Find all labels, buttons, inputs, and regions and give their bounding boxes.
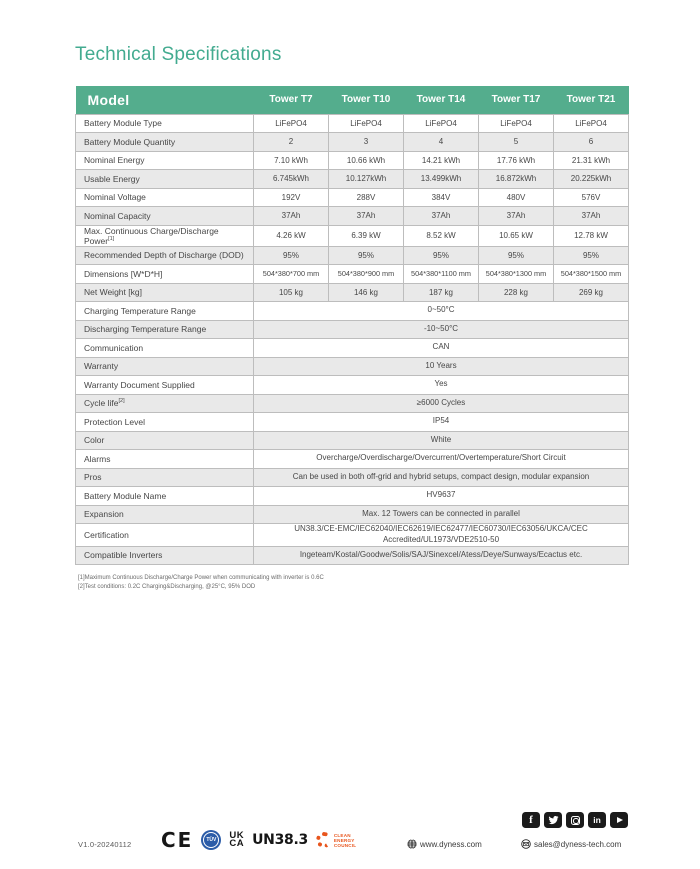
- row-label: Recommended Depth of Discharge (DOD): [76, 246, 254, 265]
- table-row: [76, 320, 629, 339]
- table-row: [76, 265, 629, 284]
- footnote-2: [2]Test conditions: 0.2C Charging&Discharging, @25°C, 95% DOD: [78, 583, 256, 590]
- cell: 504*380*900 mm: [329, 265, 404, 284]
- table-row: [76, 524, 629, 547]
- row-label: Charging Temperature Range: [76, 302, 254, 321]
- un383-mark: UN38.3: [252, 832, 308, 848]
- cell: 384V: [404, 188, 479, 207]
- table-row: [76, 170, 629, 189]
- cell-span: Ingeteam/Kostal/Goodwe/Solis/SAJ/Sinexcel/Atess/Deye/Sunways/Ecactus etc.: [254, 546, 629, 565]
- cell: 7.10 kWh: [254, 151, 329, 170]
- cell: 16.872kWh: [479, 170, 554, 189]
- cell: 95%: [404, 246, 479, 265]
- row-label: Pros: [76, 468, 254, 487]
- row-label: Cycle life[2]: [76, 394, 254, 413]
- cell-span: Can be used in both off-grid and hybrid setups, compact design, modular expansion: [254, 468, 629, 487]
- table-row: [76, 114, 629, 133]
- cell: 2: [254, 133, 329, 152]
- cell-span: UN38.3/CE-EMC/IEC62040/IEC62619/IEC62477/IEC60730/IEC63056/UKCA/CEC Accredited/UL1973/VDE2510-50: [254, 524, 629, 547]
- ce-mark-icon: CE: [161, 828, 194, 852]
- cell: LiFePO4: [479, 114, 554, 133]
- cell-span: Yes: [254, 376, 629, 395]
- cell: 6.745kWh: [254, 170, 329, 189]
- cell: LiFePO4: [404, 114, 479, 133]
- cell-span: 0~50°C: [254, 302, 629, 321]
- table-row: [76, 468, 629, 487]
- cell-span: IP54: [254, 413, 629, 432]
- table-row: [76, 188, 629, 207]
- row-label: Nominal Capacity: [76, 207, 254, 226]
- table-row: [76, 357, 629, 376]
- cell: 95%: [554, 246, 629, 265]
- cec-text: CLEAN ENERGY COUNCIL: [333, 832, 357, 848]
- cell: 6: [554, 133, 629, 152]
- row-label: Certification: [76, 524, 254, 547]
- row-label: Nominal Voltage: [76, 188, 254, 207]
- website-text: www.dyness.com: [420, 839, 482, 849]
- col-header-tower-t17: Tower T17: [479, 86, 554, 114]
- col-header-tower-t7: Tower T7: [254, 86, 329, 114]
- social-icons: [522, 812, 628, 828]
- twitter-icon[interactable]: [544, 812, 562, 828]
- cell: 17.76 kWh: [479, 151, 554, 170]
- cell-span: 10 Years: [254, 357, 629, 376]
- website-link[interactable]: [407, 839, 482, 849]
- footnote-ref-1: [1]: [108, 235, 115, 242]
- cell: LiFePO4: [254, 114, 329, 133]
- cell: 576V: [554, 188, 629, 207]
- row-label: Alarms: [76, 450, 254, 469]
- cell-span: Overcharge/Overdischarge/Overcurrent/Overtemperature/Short Circuit: [254, 450, 629, 469]
- cell: 10.66 kWh: [329, 151, 404, 170]
- ukca-mark-icon: UK CA: [229, 829, 245, 849]
- cell: 37Ah: [554, 207, 629, 226]
- cell: 37Ah: [254, 207, 329, 226]
- cell: 95%: [329, 246, 404, 265]
- cell: 504*380*1100 mm: [404, 265, 479, 284]
- cell-span: CAN: [254, 339, 629, 358]
- row-label: Usable Energy: [76, 170, 254, 189]
- cell: 8.52 kW: [404, 225, 479, 246]
- cell: 105 kg: [254, 283, 329, 302]
- table-row: [76, 376, 629, 395]
- cell: 3: [329, 133, 404, 152]
- table-row: [76, 225, 629, 246]
- email-icon: [521, 839, 531, 849]
- spec-table: [75, 86, 629, 565]
- email-text: sales@dyness-tech.com: [534, 839, 622, 849]
- row-label: Expansion: [76, 505, 254, 524]
- table-row: [76, 505, 629, 524]
- col-header-tower-t14: Tower T14: [404, 86, 479, 114]
- footnote-1: [1]Maximum Continuous Discharge/Charge Power when communicating with inverter is 0.6C: [78, 575, 324, 581]
- row-label: Communication: [76, 339, 254, 358]
- cell: 146 kg: [329, 283, 404, 302]
- cell: 95%: [254, 246, 329, 265]
- table-row: [76, 151, 629, 170]
- cell: 504*380*1300 mm: [479, 265, 554, 284]
- cell: 6.39 kW: [329, 225, 404, 246]
- table-row: [76, 339, 629, 358]
- cell: 187 kg: [404, 283, 479, 302]
- cell: 4: [404, 133, 479, 152]
- cell: 228 kg: [479, 283, 554, 302]
- table-row: [76, 283, 629, 302]
- row-label: Battery Module Name: [76, 487, 254, 506]
- tuv-mark-icon: TÜV: [201, 830, 221, 850]
- cell: 5: [479, 133, 554, 152]
- instagram-icon[interactable]: [566, 812, 584, 828]
- row-label: Color: [76, 431, 254, 450]
- cell: 13.499kWh: [404, 170, 479, 189]
- globe-icon: [407, 839, 417, 849]
- cec-c-icon: [314, 830, 334, 850]
- table-row: [76, 207, 629, 226]
- cell-span: Max. 12 Towers can be connected in parallel: [254, 505, 629, 524]
- cell-span: -10~50°C: [254, 320, 629, 339]
- table-row: [76, 394, 629, 413]
- cell: 14.21 kWh: [404, 151, 479, 170]
- col-header-tower-t21: Tower T21: [554, 86, 629, 114]
- cell: 95%: [479, 246, 554, 265]
- table-row: [76, 546, 629, 565]
- cell: 20.225kWh: [554, 170, 629, 189]
- row-label: Battery Module Type: [76, 114, 254, 133]
- cell: 288V: [329, 188, 404, 207]
- cell: 12.78 kW: [554, 225, 629, 246]
- cell-span: White: [254, 431, 629, 450]
- cell: 37Ah: [404, 207, 479, 226]
- row-label: Dimensions [W*D*H]: [76, 265, 254, 284]
- model-header: Model: [76, 86, 254, 114]
- row-label: Battery Module Quantity: [76, 133, 254, 152]
- certification-marks: [161, 826, 356, 854]
- cell-span: ≥6000 Cycles: [254, 394, 629, 413]
- cell: 504*380*700 mm: [254, 265, 329, 284]
- doc-version: V1.0-20240112: [78, 840, 132, 849]
- table-row: [76, 487, 629, 506]
- table-row: [76, 246, 629, 265]
- cell: 192V: [254, 188, 329, 207]
- cell: 10.127kWh: [329, 170, 404, 189]
- footnote-ref-2: [2]: [118, 398, 125, 405]
- row-label: Warranty: [76, 357, 254, 376]
- cell: 269 kg: [554, 283, 629, 302]
- row-label: Discharging Temperature Range: [76, 320, 254, 339]
- facebook-icon[interactable]: f: [522, 812, 540, 828]
- row-label: Compatible Inverters: [76, 546, 254, 565]
- table-row: [76, 302, 629, 321]
- footnotes: [78, 574, 324, 591]
- row-label: Net Weight [kg]: [76, 283, 254, 302]
- row-label: Nominal Energy: [76, 151, 254, 170]
- row-label: Max. Continuous Charge/Discharge Power[1]: [76, 225, 254, 246]
- cell: LiFePO4: [329, 114, 404, 133]
- cell: 10.65 kW: [479, 225, 554, 246]
- clean-energy-council-logo: [316, 832, 356, 848]
- cell: 37Ah: [329, 207, 404, 226]
- col-header-tower-t10: Tower T10: [329, 86, 404, 114]
- table-row: [76, 450, 629, 469]
- table-row: [76, 413, 629, 432]
- cell: LiFePO4: [554, 114, 629, 133]
- cell: 37Ah: [479, 207, 554, 226]
- linkedin-icon[interactable]: in: [588, 812, 606, 828]
- email-link[interactable]: [521, 839, 621, 849]
- table-row: [76, 133, 629, 152]
- cell: 480V: [479, 188, 554, 207]
- table-header-row: [76, 86, 629, 114]
- page-title: Technical Specifications: [75, 44, 282, 65]
- youtube-icon[interactable]: [610, 812, 628, 828]
- cell: 4.26 kW: [254, 225, 329, 246]
- table-row: [76, 431, 629, 450]
- cell-span: HV9637: [254, 487, 629, 506]
- cell: 504*380*1500 mm: [554, 265, 629, 284]
- row-label: Protection Level: [76, 413, 254, 432]
- cell: 21.31 kWh: [554, 151, 629, 170]
- row-label: Warranty Document Supplied: [76, 376, 254, 395]
